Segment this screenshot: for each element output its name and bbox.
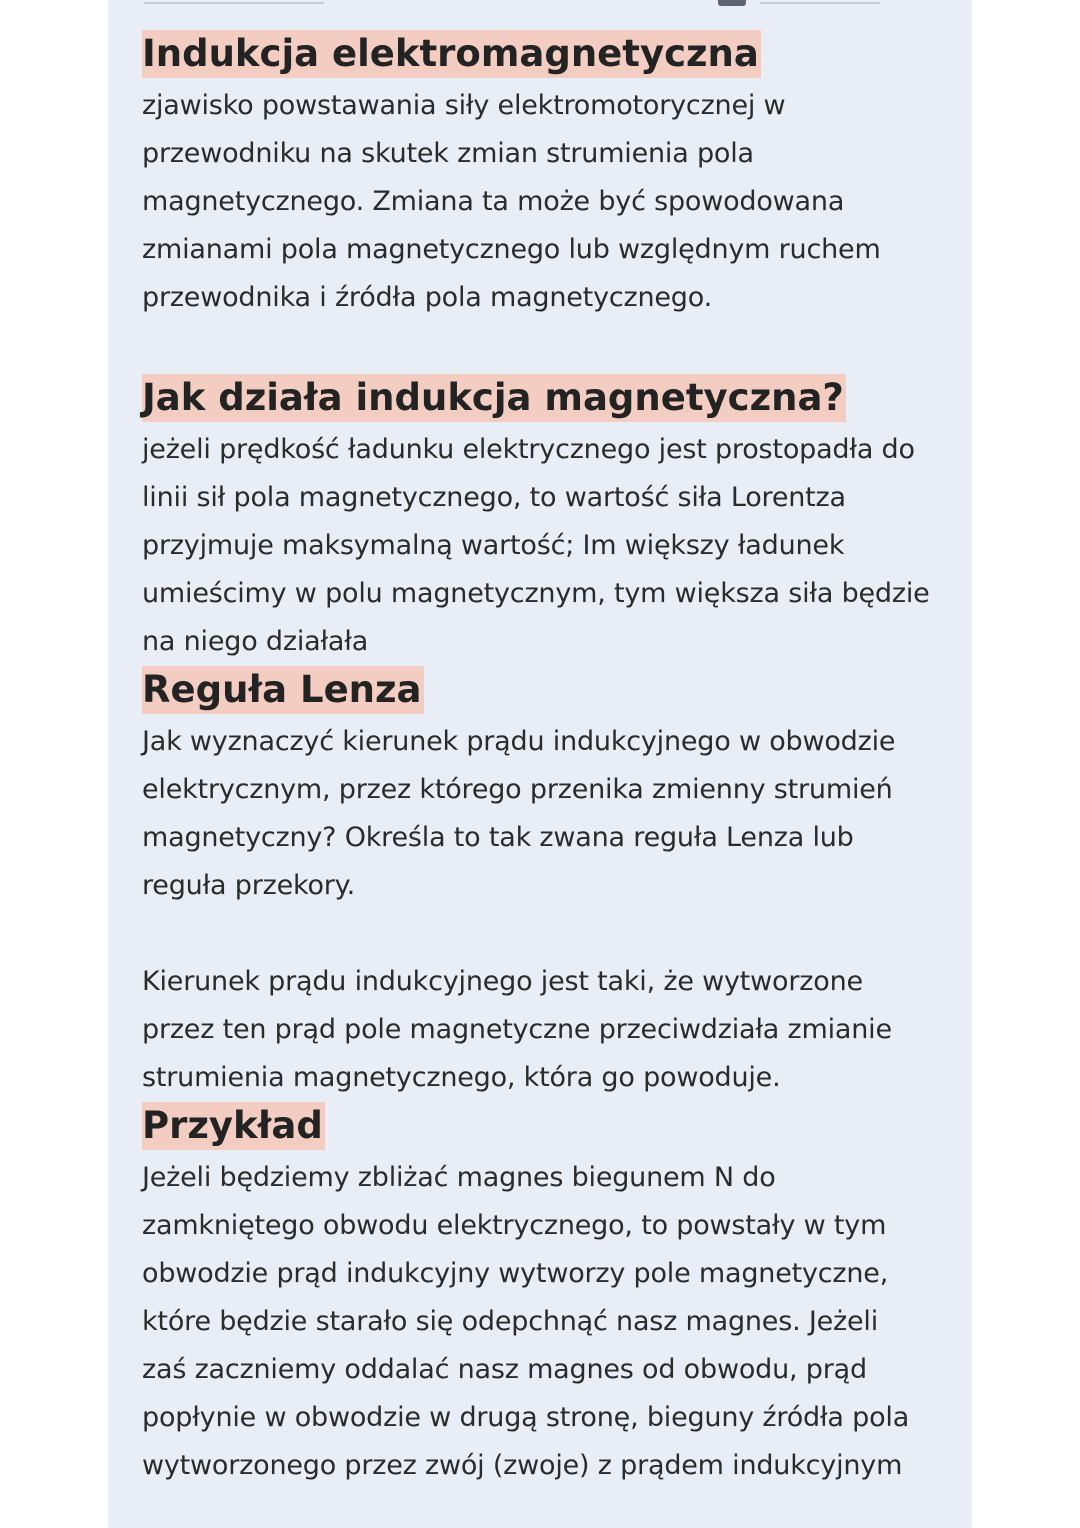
text-line: magnetycznego. Zmiana ta może być spowodowana — [142, 186, 845, 217]
text-line: obwodzie prąd indukcyjny wytworzy pole magnetyczne, — [142, 1258, 889, 1289]
document-content — [142, 30, 942, 1490]
text-line: magnetyczny? Określa to tak zwana reguła Lenza lub — [142, 822, 854, 853]
text-line: popłynie w obwodzie w drugą stronę, bieguny źródła pola — [142, 1402, 910, 1433]
cropped-text-fragment — [144, 0, 324, 4]
text-line: Kierunek prądu indukcyjnego jest taki, że wytworzone — [142, 966, 863, 997]
text-line: przez ten prąd pole magnetyczne przeciwdziała zmianie — [142, 1014, 892, 1045]
text-line: zamkniętego obwodu elektrycznego, to powstały w tym — [142, 1210, 887, 1241]
section-heading: Reguła Lenza — [142, 666, 424, 714]
text-line: jeżeli prędkość ładunku elektrycznego jest prostopadła do — [142, 434, 915, 465]
text-line: zaś zaczniemy oddalać nasz magnes od obwodu, prąd — [142, 1354, 867, 1385]
text-line: reguła przekory. — [142, 870, 355, 901]
section-paragraph — [142, 1154, 942, 1490]
section-heading: Indukcja elektromagnetyczna — [142, 30, 761, 78]
section-paragraph — [142, 718, 942, 910]
text-line: zjawisko powstawania siły elektromotorycznej w — [142, 90, 786, 121]
section-paragraph — [142, 958, 942, 1102]
text-line: przyjmuje maksymalną wartość; Im większy ładunek — [142, 530, 845, 561]
cropped-text-fragment — [760, 0, 880, 4]
text-line: zmianami pola magnetycznego lub względnym ruchem — [142, 234, 881, 265]
section-heading: Jak działa indukcja magnetyczna? — [142, 374, 846, 422]
text-line: linii sił pola magnetycznego, to wartość siła Lorentza — [142, 482, 846, 513]
text-line: przewodniku na skutek zmian strumienia pola — [142, 138, 754, 169]
text-line: na niego działała — [142, 626, 369, 657]
text-line: Jak wyznaczyć kierunek prądu indukcyjnego w obwodzie — [142, 726, 896, 757]
text-line: Jeżeli będziemy zbliżać magnes biegunem N do — [142, 1162, 776, 1193]
document-page — [108, 0, 972, 1528]
text-line: strumienia magnetycznego, która go powoduje. — [142, 1062, 781, 1093]
text-line: które będzie starało się odepchnąć nasz magnes. Jeżeli — [142, 1306, 879, 1337]
text-line: umieścimy w polu magnetycznym, tym większa siła będzie — [142, 578, 930, 609]
section-paragraph — [142, 426, 942, 666]
text-line: przewodnika i źródła pola magnetycznego. — [142, 282, 712, 313]
section-heading: Przykład — [142, 1102, 325, 1150]
cropped-icon — [718, 0, 746, 6]
section-paragraph — [142, 82, 942, 322]
text-line: wytworzonego przez zwój (zwoje) z prądem indukcyjnym — [142, 1450, 903, 1481]
text-line: elektrycznym, przez którego przenika zmienny strumień — [142, 774, 893, 805]
top-bar-cropped — [108, 0, 972, 6]
